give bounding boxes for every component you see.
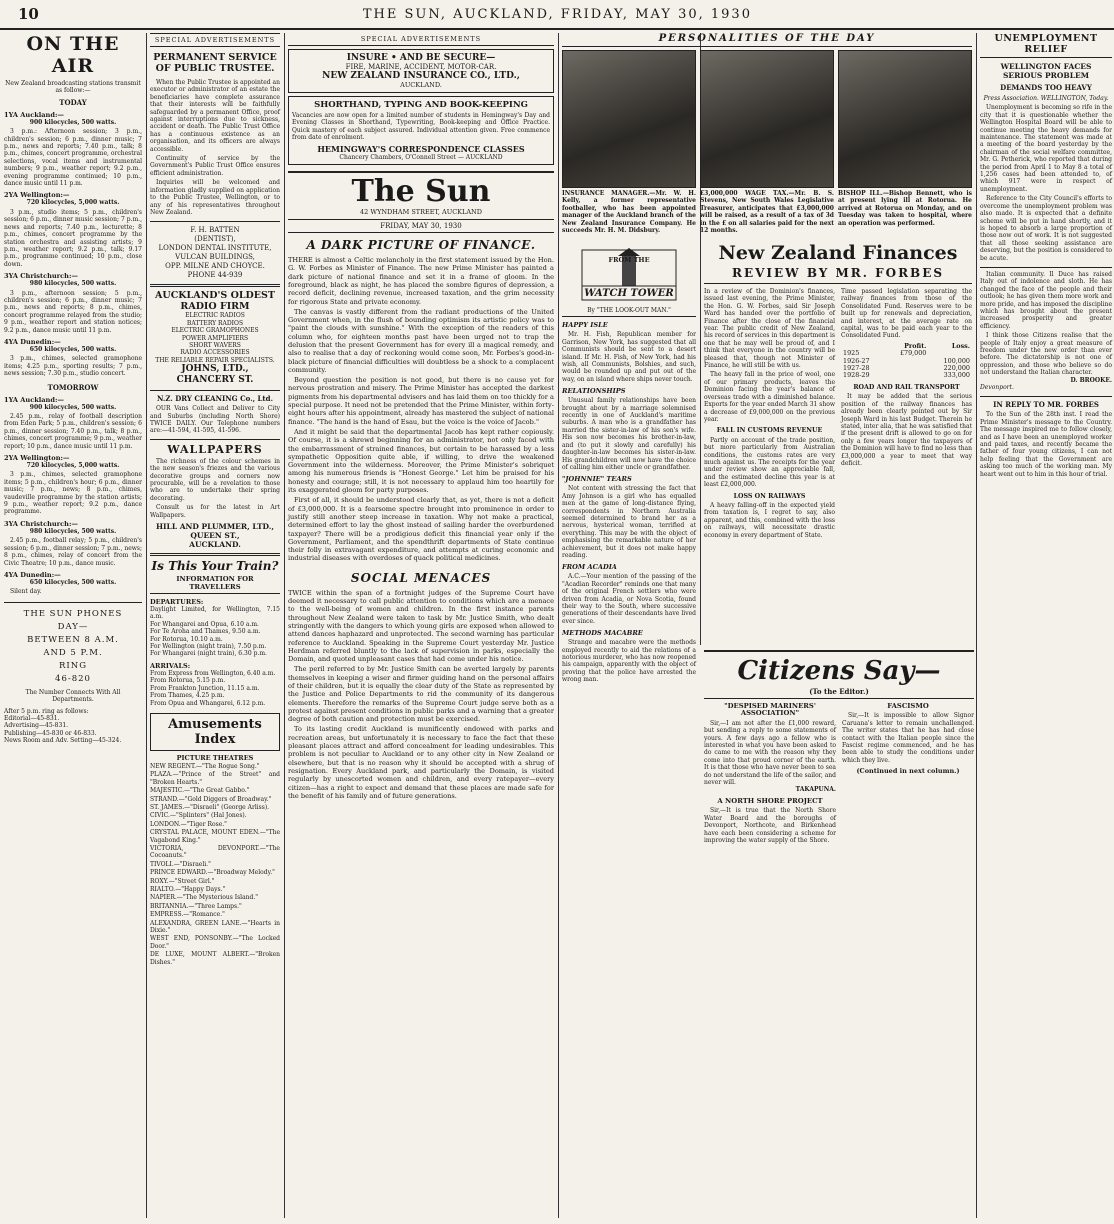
radio-item: ELECTRIC RADIOS xyxy=(185,312,245,320)
departure-item: For Whangarei (night train), 6.30 p.m. xyxy=(150,650,267,658)
theatre-item: ALEXANDRA, GREEN LANE.—"Hearts in Dixie." xyxy=(150,919,280,935)
station-frequency: 980 kilocycles, 500 watts. xyxy=(29,280,117,288)
photo-item-1 xyxy=(562,50,696,234)
tower-section-body: Strange and macabre were the methods employed recently to aid the relations of a notorious murderer, who has now reopened his campaign, apparently with the object of proving that the police have arrested the wrong man. xyxy=(562,639,696,684)
phones-note: The Number Connects With All Departments. xyxy=(25,688,121,704)
portrait-photo xyxy=(838,50,972,188)
departure-item: For Te Aroha and Thames, 9.50 a.m. xyxy=(150,628,261,636)
batten-line: F. H. BATTEN xyxy=(190,226,240,235)
theatre-item: CRYSTAL PALACE, MOUNT EDEN.—"The Vagabond King." xyxy=(150,829,280,844)
station-schedule: 3 p.m., chimes, selected gramophone items; 5 p.m., children's hour; 6 p.m., dinner music; 7 p.m., news; 8 p.m., chimes, vaudeville programme by the station artists; 9 p.m., weather report; 9.2 p.m., dance programme. xyxy=(4,471,142,516)
tower-byline: By "THE LOOK-OUT MAN." xyxy=(562,307,696,317)
theatre-item: EMPRESS.—"Romance." xyxy=(150,911,225,919)
dry-cleaning-title: N.Z. DRY CLEANING Co., Ltd. xyxy=(156,394,274,404)
radio-firm-items xyxy=(150,312,280,356)
hp-line: AUCKLAND. xyxy=(189,540,241,550)
wallpapers-body-2: Consult us for the latest in Art Wallpapers. xyxy=(150,504,280,519)
radio-item: RADIO ACCESSORIES xyxy=(180,349,250,357)
editorial-2-body: TWICE within the span of a fortnight judges of the Supreme Court have deemed it necessary to call public attention to conditions which are a menace to the well-being of women and children. In the first instance parents throughout New Zealand were taken to task by Mr. Justice Smith, who dealt stringently with the dangers to which young girls are exposed when allowed to attend dances haphazard and unprotected. The second warning has particular reference to Auckland. Speaking in the Supreme Court yesterday Mr. Justice Herdman referred bluntly to the lack of supervision in parks, especially the Domain, and quoted unpleasant cases that had come under his notice. xyxy=(288,588,554,664)
tower-sections xyxy=(562,321,696,683)
departure-item: For Whangarei and Opua, 6.10 a.m. xyxy=(150,620,259,628)
arrivals-label: ARRIVALS: xyxy=(150,661,191,670)
station-entry xyxy=(4,338,142,378)
insure-line: INSURE • AND BE SECURE— xyxy=(346,53,496,63)
column-rule xyxy=(558,33,559,1218)
photo-item-3 xyxy=(838,50,972,234)
after-hours-list xyxy=(4,708,142,745)
letter-2-title: A NORTH SHORE PROJECT xyxy=(717,796,823,805)
editorial-column xyxy=(288,33,554,1218)
table-body xyxy=(841,350,972,380)
table-cell: 1928-29 xyxy=(843,371,870,380)
continued-note: (Continued in next column.) xyxy=(856,767,960,776)
theatre-item: NAPIER.—"The Mysterious Island." xyxy=(150,894,259,902)
column-rule xyxy=(284,33,285,1218)
editorial-2-body-wrap xyxy=(288,589,554,800)
after-hours-line: Advertising—45-831. xyxy=(4,722,69,730)
phones-line: AND 5 P.M. xyxy=(43,647,103,658)
station-call: 1YA Auckland:— xyxy=(4,395,64,404)
batten-line: VULCAN BUILDINGS, xyxy=(175,253,255,262)
trustee-body-2: Continuity of service by the Government's Public Trust Office ensures efficient administration. xyxy=(150,155,280,177)
finance-subtitle: REVIEW BY MR. FORBES xyxy=(704,266,972,284)
hemingway-title: HEMINGWAY'S CORRESPONDENCE CLASSES xyxy=(317,143,525,154)
citizens-editor: (To the Editor.) xyxy=(704,687,974,699)
station-frequency: 650 kilocycles, 500 watts. xyxy=(29,578,117,586)
watch-tower-header xyxy=(562,242,696,299)
theatre-item: VICTORIA, DEVONPORT.—"The Cocoanuts." xyxy=(150,844,280,860)
hp-line: QUEEN ST., xyxy=(190,531,240,541)
trustee-body: When the Public Trustee is appointed an executor or administrator of an estate the beneficiaries have complete assurance that their interests will be faithfully safeguarded by a permanent Office, proof against interruptions due to sickness, accident or death. The Public Trust Office has a continuous existence as an organisation, and its officers are always accessible. xyxy=(150,79,280,153)
editorial-2-body-2: The peril referred to by Mr. Justice Smith can be averted largely by parents themselves in keeping a wiser and firmer guiding hand on the personal affairs of their children, but it is equally the clear duty of the State as represented by the Justice and Police Departments to rid the community of its dangerous elements. Therefore the remarks of the Supreme Court judge serve both as a protest against present conditions in public parks and a warning that a greater degree of both caution and protection must be exercised. xyxy=(288,665,554,724)
radio-intro: New Zealand broadcasting stations transmit as follow:— xyxy=(5,80,141,95)
phones-line: RING xyxy=(59,660,87,671)
amusements-title: Amusements Index xyxy=(150,713,280,751)
theatre-item: LONDON.—"Tiger Rose." xyxy=(150,820,227,828)
letter-1-title: "DESPISED MARINERS' ASSOCIATION" xyxy=(724,702,816,718)
tower-from: FROM THE xyxy=(608,256,650,264)
insure-types: FIRE, MARINE, ACCIDENT, MOTOR-CAR. xyxy=(345,63,497,71)
tower-section-body: Mr. H. Fish, Republican member for Garrison, New York, has suggested that all Communists should be sent to a desert island. If Mr. H. Fish, of New York, had his wish, all Communists, Bolshies, and such, would be rounded up and put out of the way, on an island where ships never touch. xyxy=(562,331,696,383)
unemployment-source: Press Association. WELLINGTON, Today. xyxy=(983,95,1109,102)
after-hours-line: Publishing—45-830 or 46-833. xyxy=(4,729,97,737)
table-cell: 1927-28 xyxy=(843,364,870,373)
station-schedule: 3 p.m., chimes, selected gramophone items; 4.25 p.m., sporting results; 7 p.m., news session; 7.30 p.m., studio concert. xyxy=(4,355,142,378)
theatre-item: BRITANNIA.—"Three Lamps." xyxy=(150,902,242,910)
road-rail-title: ROAD AND RAIL TRANSPORT xyxy=(853,383,960,391)
editorial-2-title: SOCIAL MENACES xyxy=(350,570,492,585)
paper-nameplate xyxy=(288,171,554,220)
station-schedule: Silent day. xyxy=(10,588,42,596)
road-rail-body: It may be added that the serious position of the railway finances has already been clearly pointed out by Sir Joseph Ward in his last Budget. Therein he stated, inter alia, that he was satisfied that if the present drift is allowed to go on for only a few years longer the taxpayers of the Dominion will have to find no less than £3,000,000 a year to meet that way deficit. xyxy=(841,393,972,467)
arrival-item: From Express from Wellington, 6.40 a.m. xyxy=(150,669,276,677)
station-schedule: 3 p.m.: Afternoon session; 3 p.m., children's session; 6 p.m., dinner music; 7 p.m., news and reports; 7.40 p.m., talk; 8 p.m., chimes, concert programme, orchestral selections, vocal items and instrumental numbers; 9 p.m., weather report; 9.2 p.m., evening programme continued; 10 p.m., dance music until 11 p.m. xyxy=(4,128,142,188)
column-rule xyxy=(146,33,147,1218)
station-entry xyxy=(4,396,142,450)
table-row xyxy=(841,372,972,379)
tower-section-body: Not content with stressing the fact that Amy Johnson is a girl who has equalled men at the game of long-distance flying, correspondents in Northern Australia seemed determined to brand her as a nervous, hysterical woman, terrified at everything. This may be with the object of emphasising the remarkable nature of her achievement, but it does not make happy reading. xyxy=(562,485,696,559)
finance-column xyxy=(704,240,972,640)
station-call: 3YA Christchurch:— xyxy=(4,272,78,281)
after-hours-line: After 5 p.m. ring as follows: xyxy=(4,707,89,715)
letter-3-title: FASCISMO xyxy=(887,702,929,710)
finance-body-cols xyxy=(704,288,972,539)
station-list-today xyxy=(4,111,142,378)
special-ads-label: SPECIAL ADVERTISEMENTS xyxy=(150,33,280,47)
radio-item: BATTERY RADIOS xyxy=(186,319,244,327)
departure-item: For Wellington (night train), 7.50 p.m. xyxy=(150,643,267,651)
table-cell: 333,000 xyxy=(943,371,970,380)
paper-name: The Sun xyxy=(351,174,491,210)
table-header-cell: Loss. xyxy=(951,341,970,350)
trustee-title: PERMANENT SERVICE OF PUBLIC TRUSTEE. xyxy=(153,52,277,74)
tower-section-body: A.C.—Your mention of the passing of the "Acadian Recorder" reminds one that many of the original French settlers who were driven from Acadia, or Nova Scotia, found their way to the South, where successive generations of their descendants have lived ever since. xyxy=(562,573,696,625)
theatre-item: PLAZA.—"Prince of the Street" and "Broken Hearts." xyxy=(150,771,280,786)
column-rule xyxy=(976,33,977,1218)
station-list-tomorrow xyxy=(4,396,142,596)
table-cell xyxy=(885,358,929,365)
personalities-section xyxy=(562,33,972,273)
station-call: 3YA Christchurch:— xyxy=(4,519,78,528)
theatre-item: NEW REGENT.—"The Rogue Song." xyxy=(150,762,260,770)
paper-address: 42 WYNDHAM STREET, AUCKLAND xyxy=(360,208,482,217)
radio-item: SHORT WAVERS xyxy=(189,341,241,349)
radio-firm-line: THE RELIABLE REPAIR SPECIALISTS. xyxy=(155,356,275,364)
theatre-item: PRINCE EDWARD.—"Broadway Melody." xyxy=(150,869,275,877)
station-entry xyxy=(4,191,142,268)
station-entry xyxy=(4,520,142,567)
letters-cols xyxy=(704,703,974,844)
paper-date: FRIDAY, MAY 30, 1930 xyxy=(288,222,554,233)
arrival-item: From Thames, 4.25 p.m. xyxy=(150,692,225,700)
page-number: 10 xyxy=(18,5,39,23)
tower-section-title: "JOHNNIE" TEARS xyxy=(562,475,632,484)
station-call: 4YA Dunedin:— xyxy=(4,570,61,579)
today-label: TODAY xyxy=(59,97,87,107)
finance-body-1: In a review of the Dominion's finances, issued last evening, the Prime Minister, the Hon. G. W. Forbes, said Sir Joseph Ward has handed over the portfolio of Finance after the close of the financial year. The public credit of New Zealand, his record of services in this department is one that he may well be proud of, and I think that everyone in the country will be pleased that, though not Minister of Finance, he will still be with us. xyxy=(704,288,835,370)
theatre-item: ROXY.—"Street Girl." xyxy=(150,877,215,885)
personalities-label: PERSONALITIES OF THE DAY xyxy=(562,33,972,47)
phones-line: DAY— xyxy=(57,621,89,632)
table-cell xyxy=(885,372,929,379)
page-masthead xyxy=(0,0,1114,30)
unemployment-title: UNEMPLOYMENT RELIEF xyxy=(980,33,1112,58)
hill-plummer-ad xyxy=(150,522,280,549)
johns-line: CHANCERY ST. xyxy=(176,375,254,386)
letter-1-body: Sir,—I am not after the £1,000 reward, but sending a reply to some statements of yours. A few days ago a fellow who is interested in what you have been asked to do came to me with the reason why they come into that proud corner of the earth. It is that those who have never been to sea do not understand the life of the sailor, and never will. xyxy=(704,719,836,787)
letter-2-body: Sir,—It is true that the North Shore Water Board and the boroughs of Devonport, Northcote, and Birkenhead have each been considering a scheme for improving the water supply of the Shore. xyxy=(704,807,836,844)
station-schedule: 2.45 p.m., relay of football description from Eden Park; 5 p.m., children's session; 6 p.m., dinner session; 7.40 p.m., talk; 8 p.m., chimes, concert programme; 9 p.m., weather report; 10 p.m., dance music until 11 p.m. xyxy=(4,413,142,450)
departures-list xyxy=(150,606,280,658)
theatre-item: DE LUXE, MOUNT ALBERT.—"Broken Dishes." xyxy=(150,951,280,966)
tomorrow-label: TOMORROW xyxy=(47,382,99,392)
hemingway-address: Chancery Chambers, O'Connell Street — AUCKLAND xyxy=(339,153,503,161)
shorthand-body: Vacancies are now open for a limited number of students in Hemingway's Day and Evening Classes in Shorthand, Typewriting, Book-keeping and Office Practice. Quick mastery of each subject assured. Individual attention given. Free commence from date of enrolment. xyxy=(292,112,550,142)
batten-line: LONDON DENTAL INSTITUTE, xyxy=(158,244,272,253)
theatre-item: MAJESTIC.—"The Great Gabbo." xyxy=(150,787,250,795)
table-cell: 220,000 xyxy=(943,364,970,373)
arrivals-list xyxy=(150,670,280,707)
wallpapers-title: WALLPAPERS xyxy=(167,442,263,456)
wallpapers-body: The richness of the colour schemes in the new season's friezes and the various decorative groups and corners now procurable, will be a revelation to those who are to undertake their spring decorating. xyxy=(150,457,280,502)
photo-caption-3: BISHOP ILL.—Bishop Bennett, who is at present lying ill at Rotorua. He arrived at Rotorua on Monday, and on Tuesday was taken to hospital, where an operation was performed. xyxy=(838,190,972,227)
letter-3-body: Sir,—It is impossible to allow Signor Caruana's letter to remain unchallenged. The writer states that he has had close contact with the Italian people since the Fascist regime commenced, and he has been able to study the conditions under which they live. xyxy=(842,712,974,764)
photo-caption-2: £3,000,000 WAGE TAX.—Mr. B. S. Stevens, New South Wales Legislative Treasurer, anticipates that £3,000,000 will be raised, as a result of a tax of 3d in the £ on all salaries paid for the next 12 months. xyxy=(700,190,834,235)
insurance-ad xyxy=(288,49,554,93)
station-call: 2YA Wellington:— xyxy=(4,454,70,463)
tower-name: WATCH TOWER xyxy=(584,288,674,299)
insure-company: NEW ZEALAND INSURANCE CO., LTD., xyxy=(322,71,520,81)
arrival-item: From Frankton Junction, 11.15 a.m. xyxy=(150,684,260,692)
tower-section-body: Unusual family relationships have been brought about by a marriage solemnised recently in one of Auckland's maritime suburbs. A man who is a grandfather has married the sister-in-law of his son's wife. His son now becomes his brother-in-law, and (to put it slowly and carefully) his daughter-in-law becomes his sister-in-law. His grandchildren will now have the choice of calling him either uncle or grandfather. xyxy=(562,397,696,471)
radio-heading: ON THE AIR xyxy=(26,33,120,77)
unemployment-column xyxy=(980,33,1112,1218)
finance-title: New Zealand Finances xyxy=(718,242,958,264)
theatre-item: CIVIC.—"Splinters" (Hal Jones). xyxy=(150,812,247,820)
station-entry xyxy=(4,454,142,516)
radio-item: ELECTRIC GRAMOPHONES xyxy=(171,327,259,335)
photo-caption-1: INSURANCE MANAGER.—Mr. W. H. Kelly, a former representative footballer, who has been appointed manager of the Auckland branch of the New Zealand Insurance Company. He succeeds Mr. H. M. Didsbury. xyxy=(562,190,696,235)
table-cell: 100,000 xyxy=(943,356,970,365)
theatre-item: TIVOLI.—"Disraeli." xyxy=(150,860,211,868)
phones-line: THE SUN PHONES xyxy=(23,608,123,619)
station-schedule: 2.45 p.m., football relay; 5 p.m., children's session; 6 p.m., dinner session; 7 p.m., news; 8 p.m., chimes, relay of concert from the Civic Theatre; 10 p.m., dance music. xyxy=(4,537,142,567)
station-frequency: 980 kilocycles, 500 watts. xyxy=(29,527,117,535)
train-subtitle: INFORMATION FOR TRAVELLERS xyxy=(150,575,280,594)
finance-body-3: Time passed legislation separating the railway finances from those of the Consolidated Fund. Reserves were to be built up for renewals and depreciation, and interest, at the average rate on capital, was to be paid each year to the Consolidated Fund. xyxy=(841,288,972,340)
editorial-1-body-3: Beyond question the position is not good, but there is no cause yet for nervous prostration and misery. The Prime Minister has accepted the darkest pigments from his departmental advisers and has laid them on too thickly for a special purpose. It need not be pretended that the Prime Minister, within forty-eight hours after his appointment, already has mastered the subject of national finance. "The hand is the hand of Esau, but the voice is the voice of Jacob." xyxy=(288,376,554,426)
arrival-item: From Rotorua, 5.15 p.m. xyxy=(150,677,226,685)
table-cell: 1925 xyxy=(843,349,860,358)
sun-phones-box xyxy=(4,608,142,686)
portrait-photo xyxy=(562,50,696,188)
photo-row xyxy=(562,50,972,234)
tower-section-title: METHODS MACABRE xyxy=(562,629,643,638)
radio-item: POWER AMPLIFIERS xyxy=(181,334,249,342)
shorthand-title: SHORTHAND, TYPING AND BOOK-KEEPING xyxy=(314,100,528,110)
tower-section-title: FROM ACADIA xyxy=(562,563,617,572)
unemployment-sub-2: DEMANDS TOO HEAVY xyxy=(1000,83,1092,92)
letter-1-sign: TAKAPUNA. xyxy=(795,786,836,794)
station-entry xyxy=(4,272,142,334)
station-frequency: 720 kilocycles, 5,000 watts. xyxy=(26,199,120,207)
johns-line: JOHNS, LTD., xyxy=(181,364,249,375)
theatre-item: STRAND.—"Gold Diggers of Broadway." xyxy=(150,795,272,803)
photo-item-2 xyxy=(700,50,834,234)
batten-line: PHONE 44-939 xyxy=(187,271,243,280)
editorial-1-body-5: First of all, it should be understood clearly that, as yet, there is not a deficit of £3,000,000. It is a fearsome spectre brought into prominence in order to justify still another steep increase in taxation. Why not make a practical, determined effort to lay the ghost instead of sailing harder the overburdened taxpayer? There will be a prodigious deficit this financial year only if the Government, Parliament, and the spendthrift departments of State continue their folly in extravagant expenditure, and attempts at curing economic and industrial diseases with overdoses of quack political medicines. xyxy=(288,496,554,563)
station-frequency: 650 kilocycles, 500 watts. xyxy=(29,345,117,353)
editorial-1-title: A DARK PICTURE OF FINANCE. xyxy=(306,238,536,253)
letters-right xyxy=(842,703,974,844)
unemployment-body-2: Reference to the City Council's efforts to overcome the unemployment problem was also made. It is expected that a definite scheme will be put in hand shortly, and it is hoped to absorb a large proportion of those now out of work. It is not suggested that all those seeking assistance are deserving, but the position is considered to be acute. xyxy=(980,195,1112,262)
station-schedule: 3 p.m., studio items; 5 p.m., children's session; 6 p.m., dinner music session; 7 p.m., news and reports; 7.40 p.m., lecturette; 8 p.m., chimes, concert programme by the station orchestra and assisting artists; 9 p.m., weather report; 9.2 p.m., talk; 9.17 p.m., programme continued; 10 p.m., close down. xyxy=(4,208,142,268)
letters-left xyxy=(704,703,836,844)
picture-theatres-label: PICTURE THEATRES xyxy=(176,753,254,762)
theatres-list xyxy=(150,763,280,966)
station-frequency: 900 kilocycles, 500 watts. xyxy=(29,118,117,126)
editorial-1-body-4: And it might be said that the departmental Jacob has kept rather copiously. Of course, it is a shrewd beginning for an administrator, not only faced with the embarrassment of strained finances, but certain to be harassed by a less sympathetic Opposition quite able, if willing, to drive the weakened Government into the wilderness. Moreover, the Prime Minister's sobriquet among his numerous friends is "Honest George." Let him be praised for his honesty and courage; still, it is not necessary to applaud him too heartily for its exaggerated gloom for party purposes. xyxy=(288,427,554,495)
portrait-photo xyxy=(700,50,834,188)
radio-column xyxy=(4,33,142,1218)
batten-line: (DENTIST), xyxy=(194,235,236,244)
departure-item: Daylight Limited, for Wellington, 7.15 a.m. xyxy=(150,606,280,621)
station-entry xyxy=(4,571,142,596)
station-schedule: 3 p.m., afternoon session; 5 p.m., children's session; 6 p.m., dinner music; 7 p.m., news and reports; 8 p.m., chimes, concert programme relayed from the studio; 9 p.m., weather report and station notices; 9.2 p.m., dance music until 11 p.m. xyxy=(4,289,142,334)
finance-body-2: The heavy fall in the price of wool, one of our primary products, leaves the Dominion facing the year's balance of overseas trade with a diminished balance. Exports for the year ended March 31 show a decrease of £9,000,000 on the previous year. xyxy=(704,371,835,423)
reply-title: IN REPLY TO MR. FORBES xyxy=(980,396,1112,409)
theatre-item: WEST END, PONSONBY.—"The Locked Door." xyxy=(150,935,280,950)
station-frequency: 900 kilocycles, 500 watts. xyxy=(29,403,117,411)
editorial-2-body-3: To its lasting credit Auckland is munificently endowed with parks and recreation areas, but unfortunately it is necessary to face the fact that these pleasant places attract and afford concealment for leading undesirables. This problem is not peculiar to Auckland or to any other city in New Zealand or elsewhere, but that is no reason why it should be accepted with a shrug of resignation. Every Auckland park, and particularly the Domain, is visited regularly by unescorted women and children, and every ratepayer—every citizen—has a right to expect and demand that these places are made safe for the benefit of his family and of future generations. xyxy=(288,725,554,800)
signoff: D. BROOKE. xyxy=(1070,376,1112,384)
dry-cleaning-body: OUR Vans Collect and Deliver to City and Suburbs (including North Shore) TWICE DAILY. Our Telephone numbers are:—41-594, 41-595, 41-596. xyxy=(150,405,280,435)
fascismo-continued: Italian community. Il Duce has raised Italy out of indolence and sloth. He has changed the face of the people and their outlook; he has given them more work and more pride, and has imposed the discipline which has brought about the present increased prosperity and greater efficiency. xyxy=(980,270,1112,330)
trustee-body-3: Inquiries will be welcomed and information gladly supplied on application to the Public Trustee, Wellington, or to any of his representatives throughout New Zealand. xyxy=(150,179,280,216)
watch-tower-column xyxy=(562,240,696,684)
customs-body: Partly on account of the trade position, but more particularly from Australian conditions, the customs rates are very much against us. The receipts for the year under review show an appreciable fall, and the estimated decline this year is at least £2,000,000. xyxy=(704,436,835,489)
train-title: Is This Your Train? xyxy=(151,559,279,574)
departure-item: For Rotorua, 10.10 a.m. xyxy=(150,635,223,643)
insure-place: AUCKLAND. xyxy=(400,81,442,89)
phones-line: 46-820 xyxy=(55,673,91,684)
finance-body-left xyxy=(704,288,835,539)
theatre-item: RIALTO.—"Happy Days." xyxy=(150,886,226,893)
customs-title: FALL IN CUSTOMS REVENUE xyxy=(716,427,823,435)
tower-section-title: HAPPY ISLE xyxy=(562,321,608,330)
station-call: 2YA Wellington:— xyxy=(4,191,70,200)
batten-ad xyxy=(150,226,280,280)
finance-body-right xyxy=(841,288,972,539)
editorial-1-body-wrap xyxy=(288,256,554,563)
after-hours-line: Editorial—45-831. xyxy=(4,714,60,722)
editorial-1-body: THERE is almost a Celtic melancholy in the first statement issued by the Hon. G. W. Forbes as Minister of Finance. The new Prime Minister has painted a dark picture of national finance and set it in a frame of gloom. In the foreground, black as night, he has placed the sombre figures of depression, a record deficit, declining revenue, increased taxation, and the grim necessity for rigorous State and private economy. xyxy=(288,256,554,306)
tower-section-title: RELATIONSHIPS xyxy=(562,387,626,396)
special-ads-column xyxy=(150,33,280,1218)
unemployment-sub-1: WELLINGTON FACES SERIOUS PROBLEM xyxy=(1000,62,1092,80)
signoff-place: Devonport. xyxy=(980,384,1014,392)
station-call: 1YA Auckland:— xyxy=(4,110,64,119)
after-hours-line: News Room and Adv. Setting—45-324. xyxy=(4,737,122,745)
station-entry xyxy=(4,111,142,188)
theatre-item: ST. JAMES.—"Disraeli" (George Arliss). xyxy=(150,803,270,811)
fascismo-continued-2: I think those Citizens realise that the people of Italy enjoy a great measure of freedom under the new order than ever before. The dictatorship is not one of oppression, and those who believe so do not understand the Italian character. xyxy=(980,332,1112,377)
railways-title: LOSS ON RAILWAYS xyxy=(733,492,806,500)
table-cell xyxy=(885,365,929,372)
johns-ad xyxy=(150,364,280,386)
railways-body: A heavy falling-off in the expected yield from taxation is, I regret to say, also apparent, and this, combined with the loss on railways, will necessitate drastic economy in every department of State. xyxy=(704,501,835,539)
table-cell: 1926-27 xyxy=(843,356,870,365)
citizens-say-section xyxy=(704,650,974,1218)
unemployment-body: Unemployment is becoming so rife in the city that it is questionable whether the Wellington Hospital Board will be able to continue meeting the heavy demands for maintenance. The statement was made at a meeting of the board yesterday by the chairman of the social welfare committee, Mr. G. Petherick, who reported that during the period from April 1 to May 8 a total of 1,256 cases had been attended to, of which 917 were in respect of unemployment. xyxy=(980,104,1112,193)
masthead-title: THE SUN, AUCKLAND, FRIDAY, MAY 30, 1930 xyxy=(362,6,752,22)
departures-label: DEPARTURES: xyxy=(150,598,204,607)
phones-line: BETWEEN 8 A.M. xyxy=(27,634,119,645)
reply-body: To the Sun of the 28th inst. I read the Prime Minister's message to the Country. The message inspired me to follow closely, and as I have been an unemployed worker and paid taxes, and recently became the father of four young citizens, I can not help feeling that the Government are asking too much of the working man. My heart went out to him in this hour of trial. xyxy=(980,411,1112,478)
batten-line: OPP. MILNE AND CHOYCE. xyxy=(165,262,265,271)
hp-line: HILL AND PLUMMER, LTD., xyxy=(155,522,275,532)
shorthand-ad xyxy=(288,96,554,165)
arrival-item: From Opua and Whangarei, 6.12 p.m. xyxy=(150,699,266,707)
editorial-1-body-2: The canvas is vastly different from the radiant productions of the United Government when, in the flush of bounding optimism its artistic policy was to "paint the clouds with sunshine." With the exception of the readers of this column who, for eighteen months past have been urged not to trap the delusion that the present Government has for every ill a magical remedy, and also to realise that a day of reckoning would come soon, Mr. Forbes's good-in-black picture of financial difficulties will doubtless be a shock to a complacent community. xyxy=(288,307,554,374)
profit-loss-table xyxy=(841,343,972,380)
station-call: 4YA Dunedin:— xyxy=(4,337,61,346)
station-frequency: 720 kilocycles, 5,000 watts. xyxy=(26,462,120,470)
special-ads-label-2: SPECIAL ADVERTISEMENTS xyxy=(288,33,554,46)
radio-firm-title: AUCKLAND'S OLDEST RADIO FIRM xyxy=(155,290,275,313)
table-header-cell: Profit. xyxy=(904,341,927,350)
table-cell: £79,000 xyxy=(899,349,927,358)
citizens-title: Citizens Say— xyxy=(737,656,941,686)
